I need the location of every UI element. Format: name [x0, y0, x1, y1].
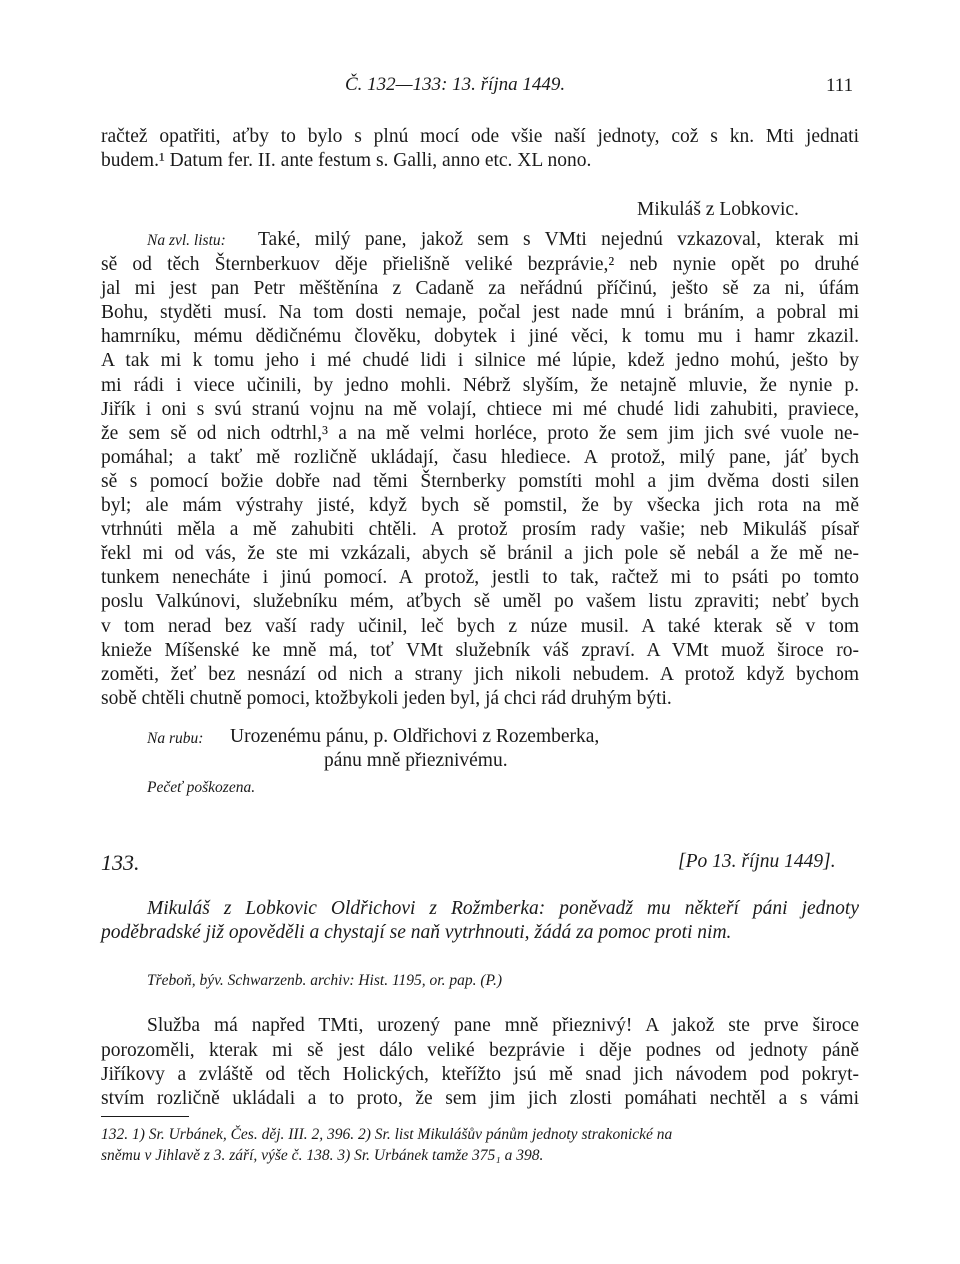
text-line: tunkem nenecháte i jinú pomocí. A protož, jestli to tak, račtež mi to psáti po tomto: [101, 567, 859, 589]
text-line: porozoměli, kterak mi sě jest dálo veliké bezprávie i děje podnes od jednoty páně: [101, 1040, 859, 1061]
text-line: jal mi jest pan Petr měštěnína z Cadaně za neřádnú příčinú, ješto sě za ni, úfám: [101, 278, 859, 300]
text-line: mi rádi i viece učinili, by jedno mohli. Nébrž slyším, že netajně mluvie, že nynie p.: [101, 374, 859, 396]
text-line: poslu Valkúnovi, služebníku mém, aťbych sě uměl po vašem listu zpraviti; nebť bych: [101, 591, 859, 613]
footnote-line: sněmu v Jihlavě z 3. září, výše č. 138. 3) Sr. Urbánek tamže 375₁ a 398.: [101, 1147, 544, 1164]
page-number: 111: [826, 75, 854, 96]
text-line: sě s pomocí božie dobře nad těmi Šternberky pomstíti mohl a jim dvěma dosti silen: [101, 470, 859, 492]
text-line: sě od těch Šternberkuov děje přielišně veliké bezprávie,² neb nynie opět po druhé: [101, 254, 859, 275]
seal-note: Pečeť poškozena.: [147, 779, 256, 796]
document-number: 133.: [101, 850, 140, 875]
running-header: Č. 132—133: 13. října 1449.: [345, 74, 566, 95]
text-line: Služba má napřed TMti, urozený pane mně přieznivý! A jakož ste prve široce: [147, 1015, 859, 1036]
text-line: Také, milý pane, jakož sem s VMti nejednú vzkazoval, kterak mi: [258, 229, 859, 250]
address-label: Na rubu:: [147, 730, 204, 747]
document-date: [Po 13. říjnu 1449].: [678, 851, 836, 872]
address-line: pánu mně přieznivému.: [324, 750, 508, 771]
footnote-rule: [101, 1116, 189, 1117]
text-line: knieže Míšenské ke mně má, toť VMt služebník váš zpraví. A VMt muož široce ro-: [101, 639, 859, 661]
text-line: že sem sě od nich odtrhl,³ a na mě velmi horléce, proto že sem jim jich své vuole ne-: [101, 422, 859, 444]
text-line: byl; ale mám výstrahy jisté, když bych sě pomstil, že by všecka jich rota na mě: [101, 495, 859, 516]
archive-source: Třeboň, býv. Schwarzenb. archiv: Hist. 1195, or. pap. (P.): [147, 972, 503, 989]
signature: Mikuláš z Lobkovic.: [637, 199, 799, 220]
address-line: Urozenému pánu, p. Oldřichovi z Rozemberka,: [230, 726, 600, 747]
regest-line: poděbradské již opověděli a chystají se naň vytrhnouti, žádá za pomoc proti nim.: [101, 922, 732, 943]
text-line: sobě chtěli chutně pomoci, ktožbykoli jeden byl, já chci rád druhým býti.: [101, 687, 672, 709]
text-line: řekl mi od vás, že ste mi vzkázali, abych sě bránil a jich pole sě nebál a že mě ne-: [101, 543, 859, 565]
text-line: stvím rozličně ukládali a to proto, že sem jim jich zlosti pomáhati nechtěl a s vámi: [101, 1088, 859, 1110]
text-line: Bohu, styděti musí. Na tom dosti nemaje, počal jest nade mnú i bráním, a pobral mi: [101, 302, 859, 324]
text-line: zoměti, žeť bez nesnází od nich a strany jich nikoli nebudem. A protož když bychom: [101, 663, 859, 685]
text-line: A tak mi k tomu jeho i mé chudé lidi i silnice mé lúpie, kdež jedno mohú, ješto by: [101, 350, 859, 372]
insert-label: Na zvl. listu:: [147, 232, 226, 249]
text-line: Jiřík i oni s svú stranú vojnu na mě volají, chtiece mi mé chudé lidi zahubiti, praviece,: [101, 398, 859, 420]
text-line: vtrhnúti měla a mě zahubiti chtěli. A protož prosím rady vašie; neb Mikuláš písař: [101, 519, 859, 541]
text-line: račtež opatřiti, aťby to bylo s plnú mocí ode všie naší jednoty, což s kn. Mti jednati: [101, 126, 859, 147]
regest-line: Mikuláš z Lobkovic Oldřichovi z Rožmberka: poněvadž mu někteří páni jednoty: [147, 898, 859, 919]
text-line: pomáhal; a takť mě rozličně ukládají, času hlediece. A protož, milý pane, jáť bych: [101, 446, 859, 468]
text-line: v tom nerad bez vaší rady učinil, leč bych z núze musil. A také kterak sě v tom: [101, 615, 859, 637]
footnote-line: 132. 1) Sr. Urbánek, Čes. děj. III. 2, 396. 2) Sr. list Mikulášův pánům jednoty strakonické na: [101, 1126, 673, 1143]
text-line: hamrníku, mému dědičnému člověku, dobytek i jiné věci, k tomu mu i hamr zkazil.: [101, 326, 859, 348]
text-line: Jiříkovy a zvláště od těch Holických, kteřížto jsú mě snad jich návodem pod pokryt-: [101, 1064, 859, 1086]
text-line: budem.¹ Datum fer. II. ante festum s. Galli, anno etc. XL nono.: [101, 150, 592, 171]
